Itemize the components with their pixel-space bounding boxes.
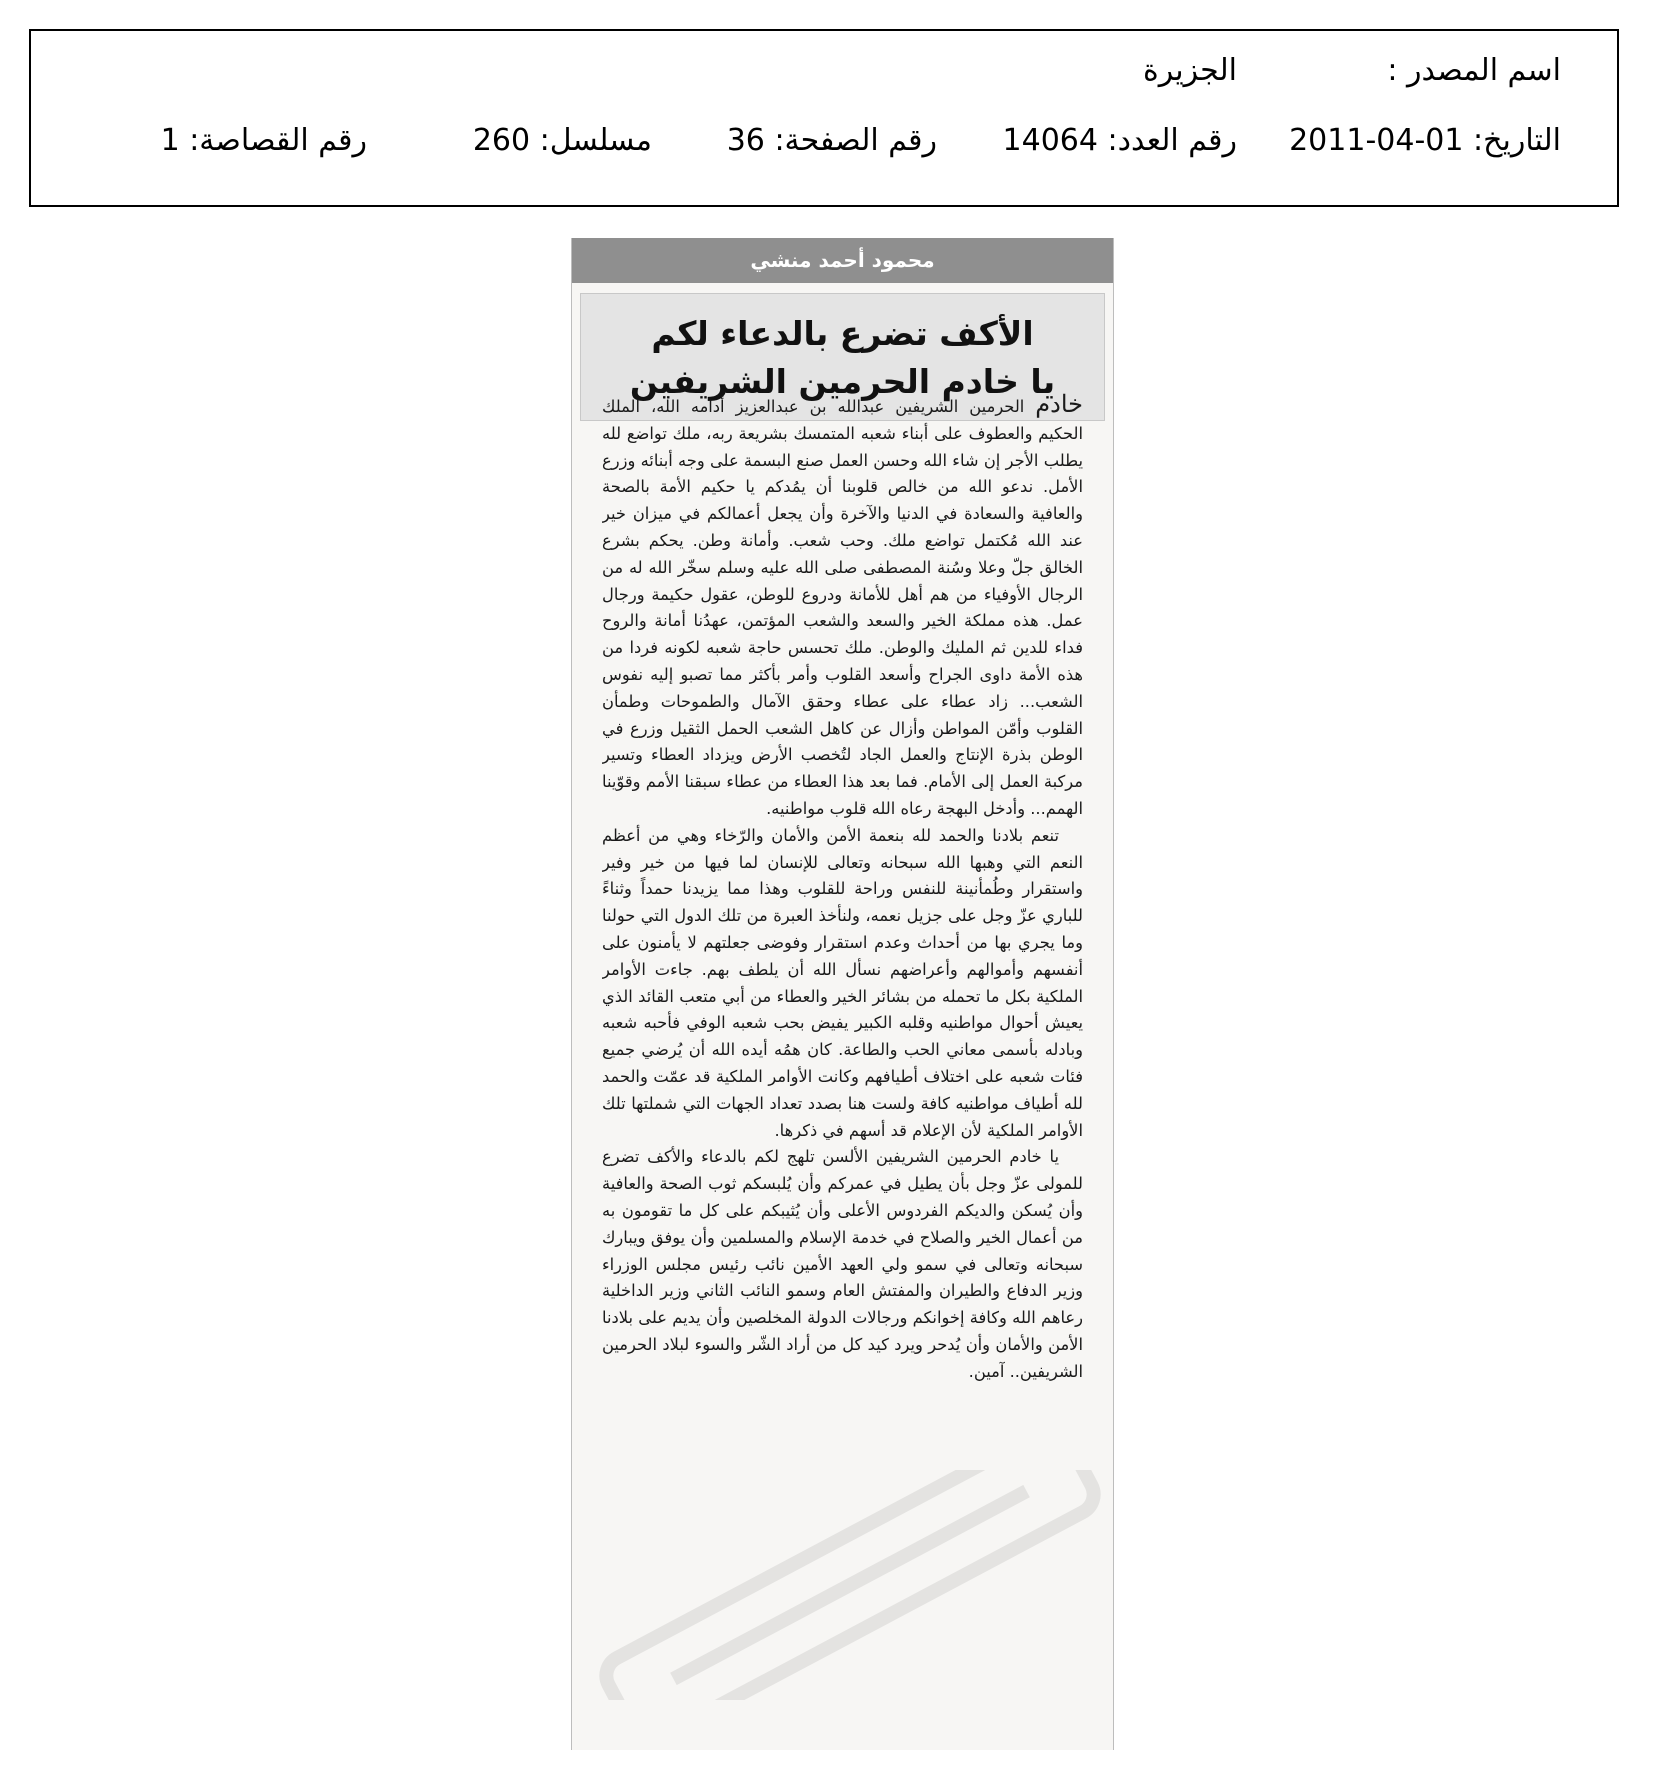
source-value: الجزيرة [1142,53,1237,88]
paragraph-3: يا خادم الحرمين الشريفين الألسن تلهج لكم بالدعاء والأكف تضرع للمولى عزّ وجل بأن يطيل في عمركم وأن يُلبسكم ثوب الصحة والعافية وأن يُسكن والديكم الفردوس الأعلى وأن يُثيبكم على كل ما تقومون به من أعمال الخير والصلاح في خدمة الإسلام والمسلمين وأن يوفق ويبارك سبحانه وتعالى في سمو ولي العهد الأمين نائب رئيس مجلس الوزراء وزير الدفاع والطيران والمفتش العام وسمو النائب الثاني وزير الداخلية رعاهم الله وكافة إخوانكم ورجالات الدولة المخلصين وأن يديم على بلادنا الأمن والأمان وأن يُدحر ويرد كيد كل من أراد الشّر والسوء لبلاد الحرمين الشريفين.. آمين. [602,1147,1083,1381]
issue-number-field: رقم العدد: 14064 [1002,123,1237,158]
paragraph-2: تنعم بلادنا والحمد لله بنعمة الأمن والأمان والرّخاء وهي من أعظم النعم التي وهبها الله سبحانه وتعالى للإنسان لما فيها من خير وفير واستقرار وطُمأنينة للنفس وراحة للقلوب وهذا مما يزيدنا حمداً وثناءً للباري عزّ وجل على جزيل نعمه، ولنأخذ العبرة من تلك الدول التي حولنا وما يجري بها من أحداث وعدم استقرار وفوضى جعلتهم لا يأمنون على أنفسهم وأموالهم وأعراضهم نسأل الله أن يلطف بهم. جاءت الأوامر الملكية بكل ما تحمله من بشائر الخير والعطاء من أبي متعب القائد الذي يعيش أحوال مواطنيه وقلبه الكبير يفيض بحب شعبه الوفي فأحبه شعبه وبادله بأسمى معاني الحب والطاعة. كان همُه أيده الله أن يُرضي جميع فئات شعبه على اختلاف أطيافهم وكانت الأوامر الملكية قد عمّت والحمد لله أطياف مواطنيه كافة ولست هنا بصدد تعداد الجهات التي شملتها تلك الأوامر الملكية لأن الإعلام قد أسهم في ذكرها. [602,825,1083,1140]
source-label: اسم المصدر : [1387,53,1561,88]
page-number-field: رقم الصفحة: 36 [726,123,937,158]
serial-field: مسلسل: 260 [472,123,652,158]
paragraph-1 [602,391,1083,823]
lead-word: خادم [1035,391,1083,418]
author-byline: محمود أحمد منشي [572,238,1113,283]
article-body [602,391,1083,1740]
date-field: التاريخ: 01-04-2011 [1289,123,1561,158]
clip-number-field: رقم القصاصة: 1 [160,123,367,158]
paragraph-1-text: الحرمين الشريفين عبدالله بن عبدالعزيز أدامه الله، الملك الحكيم والعطوف على أبناء شعبه المتمسك بشريعة ربه، ملك تواضع لله يطلب الأجر إن شاء الله وحسن العمل صنع البسمة على وجه أبنائه وزرع الأمل. ندعو الله من خالص قلوبنا أن يمُدكم يا حكيم الأمة بالصحة والعافية والسعادة في الدنيا والآخرة وأن يجعل أعمالكم في ميزان خير عند الله مُكتمل تواضع ملك. وحب شعب. وأمانة وطن. يحكم بشرع الخالق جلّ وعلا وسُنة المصطفى صلى الله عليه وسلم سخّر الله له من الرجال الأوفياء من هم أهل للأمانة ودروع للوطن، عقول حكيمة ورجال عمل. هذه مملكة الخير والسعد والشعب المؤتمن، عهدُنا أمانة والروح فداء للدين ثم المليك والوطن. ملك تحسس حاجة شعبه لكونه فردا من هذه الأمة داوى الجراح وأسعد القلوب وأمر بأكثر مما تصبو إليه نفوس الشعب... زاد عطاء على عطاء وحقق الآمال والطموحات وطمأن القلوب وأمّن المواطن وأزال عن كاهل الشعب الحمل الثقيل وزرع في الوطن بذرة الإنتاج والعمل الجاد لتُخصب الأرض ويزداد العطاء وتسير مركبة العمل إلى الأمام. فما بعد هذا العطاء من عطاء سبقنا الأمم وقوّينا الهمم... وأدخل البهجة رعاه الله قلوب مواطنيه. [602,397,1083,818]
clipping-info-box [29,29,1619,207]
headline-line-1: الأكف تضرع بالدعاء لكم [651,314,1034,353]
newspaper-clipping [571,238,1114,1750]
headline-line-2: يا خادم الحرمين الشريفين [629,362,1056,401]
